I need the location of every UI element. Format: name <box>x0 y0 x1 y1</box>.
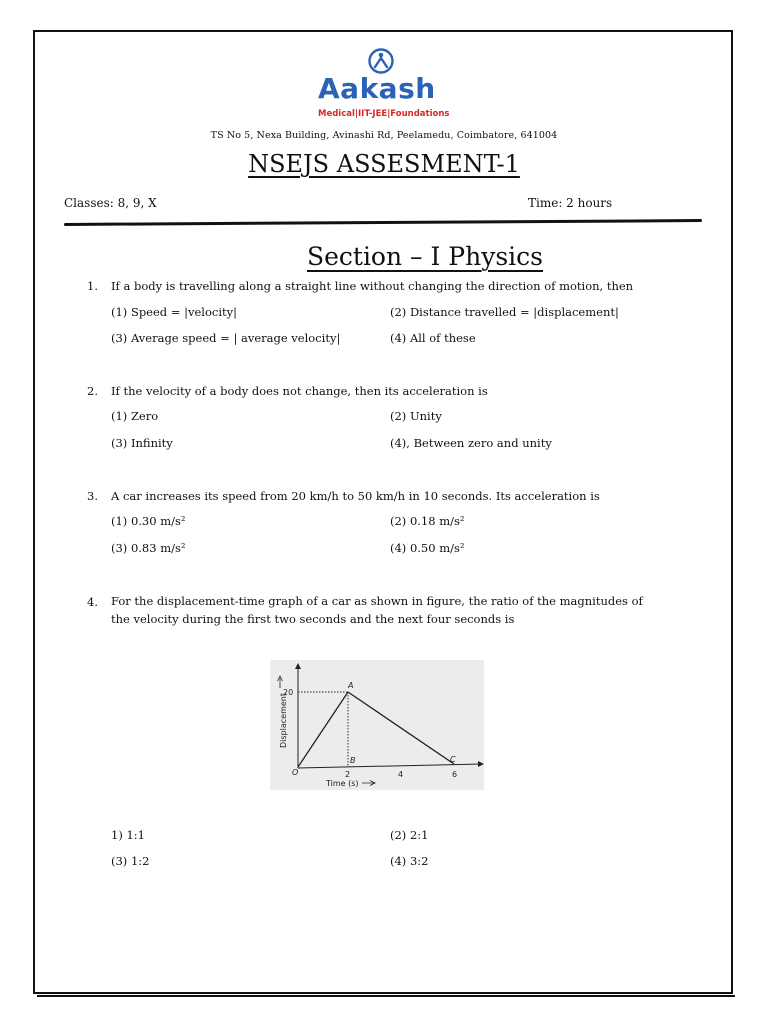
option: (3) Average speed = | average velocity| <box>111 331 341 345</box>
x-tick-label: 4 <box>398 770 404 779</box>
point-label-b: B <box>350 756 356 765</box>
option: (1) Speed = |velocity| <box>111 305 237 319</box>
x-tick-label: 2 <box>345 770 351 779</box>
point-label-o: O <box>292 768 299 777</box>
option: (4) 3:2 <box>390 854 429 868</box>
aakash-logo <box>316 48 450 126</box>
option: (2) Distance travelled = |displacement| <box>390 305 619 319</box>
question-number: 4. <box>87 595 98 609</box>
classes-info: Classes: 8, 9, X <box>64 196 157 210</box>
option: (4) All of these <box>390 331 476 345</box>
logo-brand: Aakash <box>318 72 436 105</box>
point-label-a: A <box>348 681 354 690</box>
option: (3) 0.83 m/s² <box>111 541 186 555</box>
question-number: 3. <box>87 489 98 503</box>
option: (4) 0.50 m/s² <box>390 541 465 555</box>
question-number: 1. <box>87 279 98 293</box>
option: (3) 1:2 <box>111 854 150 868</box>
question-text: If a body is travelling along a straight line without changing the direction of motion, then <box>111 279 634 293</box>
option: (2) Unity <box>390 409 442 423</box>
question-number: 2. <box>87 384 98 398</box>
x-tick-label: 6 <box>452 770 458 779</box>
y-axis-label: Displacement <box>279 693 288 748</box>
option: (2) 0.18 m/s² <box>390 514 465 528</box>
institute-address: TS No 5, Nexa Building, Avinashi Rd, Peelamedu, Coimbatore, 641004 <box>210 130 558 141</box>
time-info: Time: 2 hours <box>528 196 613 210</box>
question-text: For the displacement-time graph of a car as shown in figure, the ratio of the magnitudes of the velocity during the first two seconds and the next four seconds is <box>111 594 643 626</box>
option: (4), Between zero and unity <box>390 436 552 450</box>
option: (1) Zero <box>111 409 159 423</box>
assessment-title: NSEJS ASSESMENT-1 <box>248 150 520 178</box>
logo-tagline: Medical|IIT-JEE|Foundations <box>318 109 450 119</box>
x-axis-label: Time (s) <box>326 779 359 788</box>
option: (3) Infinity <box>111 436 173 450</box>
option: 1) 1:1 <box>111 828 145 842</box>
question-text: A car increases its speed from 20 km/h to 50 km/h in 10 seconds. Its acceleration is <box>111 489 600 503</box>
option: (2) 2:1 <box>390 828 429 842</box>
section-title: Section – I Physics <box>306 242 544 271</box>
option: (1) 0.30 m/s² <box>111 514 186 528</box>
y-tick-label: 20 <box>283 688 294 697</box>
displacement-time-graph <box>270 660 484 790</box>
aakash-logo-icon <box>368 48 394 74</box>
point-label-c: C <box>450 755 456 764</box>
question-text: If the velocity of a body does not change, then its acceleration is <box>111 384 488 398</box>
